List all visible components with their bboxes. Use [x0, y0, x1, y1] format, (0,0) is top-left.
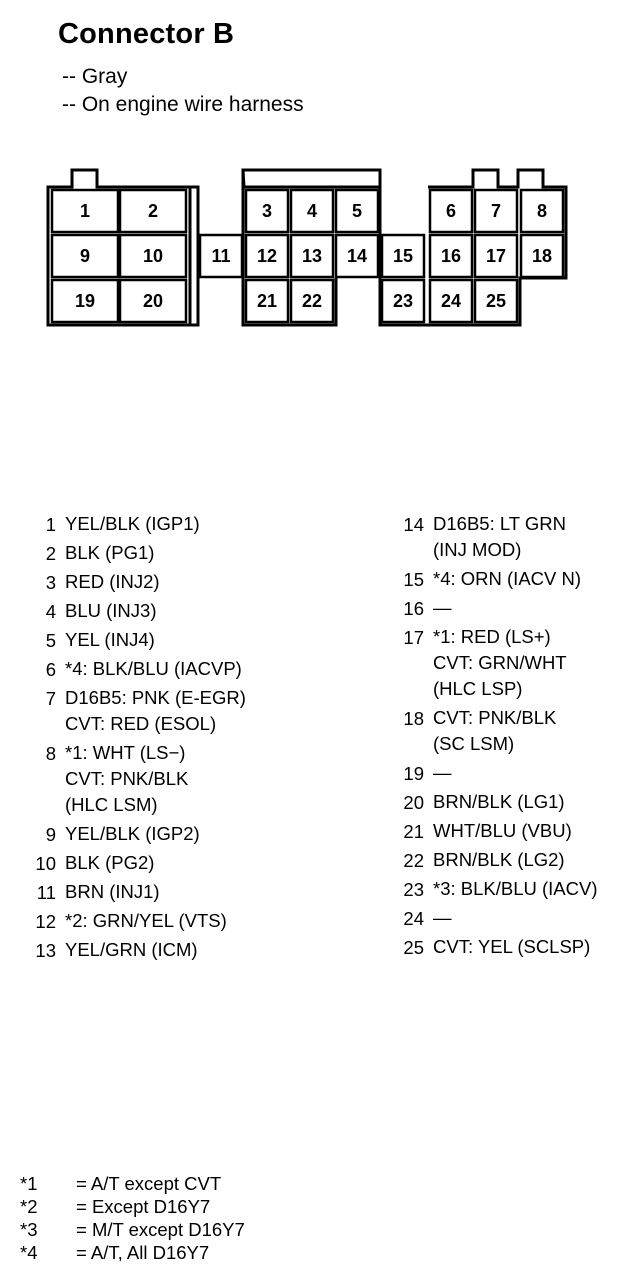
footnote-text: = Except D16Y7 [76, 1196, 211, 1217]
pin-description-line: *4: BLK/BLU (IACVP) [65, 658, 242, 679]
footnote [20, 1218, 245, 1241]
footnote [20, 1195, 245, 1218]
pin-label-23: 23 [392, 291, 414, 311]
pin-description-line: YEL/BLK (IGP2) [65, 823, 200, 844]
pin-description-line: BLU (INJ3) [65, 600, 157, 621]
connector-center-housing [243, 170, 380, 187]
pin-description-line: — [433, 907, 452, 928]
pin-label-8: 8 [536, 201, 548, 221]
footnote-key: *4 [20, 1242, 38, 1263]
pin-number: 18 [403, 708, 424, 729]
pin-description-line: CVT: PNK/BLK [65, 768, 189, 789]
pin-description [65, 907, 227, 936]
pin-entry-24 [386, 904, 598, 933]
pin-description [65, 684, 246, 739]
pin-description [433, 704, 556, 759]
pin-number: 12 [35, 911, 56, 932]
footnote-text: = M/T except D16Y7 [76, 1219, 245, 1240]
pin-label-18: 18 [531, 246, 553, 266]
pin-description-line: (SC LSM) [433, 733, 515, 754]
pin-description [65, 878, 160, 907]
footnote [20, 1241, 245, 1264]
connector-diagram [0, 0, 640, 340]
pin-entry-8 [18, 739, 246, 820]
footnote-text: = A/T, All D16Y7 [76, 1242, 210, 1263]
pin-description-line: CVT: GRN/WHT [433, 652, 567, 673]
pin-number: 19 [403, 763, 424, 784]
pin-number: 10 [35, 853, 56, 874]
pin-number: 1 [45, 514, 56, 535]
pin-number: 16 [403, 598, 424, 619]
pin-label-7: 7 [490, 201, 502, 221]
pin-label-10: 10 [142, 246, 164, 266]
pin-description-line: YEL/GRN (ICM) [65, 939, 198, 960]
pin-description [65, 739, 188, 820]
pin-description [65, 655, 242, 684]
pin-description-line: YEL (INJ4) [65, 629, 155, 650]
pin-description-line: BRN/BLK (LG2) [433, 849, 565, 870]
pin-number: 6 [45, 659, 56, 680]
pin-description-line: *2: GRN/YEL (VTS) [65, 910, 227, 931]
pin-entry-25 [386, 933, 598, 962]
pin-number: 23 [403, 879, 424, 900]
pin-list-left [18, 510, 246, 965]
pin-label-3: 3 [261, 201, 273, 221]
pin-description-line: CVT: YEL (SCLSP) [433, 936, 591, 957]
pin-description-line: BLK (PG1) [65, 542, 155, 563]
pin-list-right [386, 510, 598, 962]
pin-description [433, 759, 452, 788]
pin-description [433, 846, 565, 875]
pin-description [433, 817, 572, 846]
pin-description [65, 568, 160, 597]
pin-description-line: (HLC LSM) [65, 794, 158, 815]
pin-description-line: BRN/BLK (LG1) [433, 791, 565, 812]
pin-entry-7 [18, 684, 246, 739]
pin-description [65, 539, 154, 568]
pin-label-11: 11 [211, 246, 231, 266]
pin-label-6: 6 [445, 201, 457, 221]
pin-label-12: 12 [256, 246, 278, 266]
pin-number: 25 [403, 937, 424, 958]
pin-entry-9 [18, 820, 246, 849]
pin-number: 7 [45, 688, 56, 709]
connector-left-housing [48, 170, 198, 325]
pin-entry-1 [18, 510, 246, 539]
footnote-key: *3 [20, 1219, 38, 1240]
pin-description-line: *1: WHT (LS−) [65, 742, 186, 763]
pin-description-line: *3: BLK/BLU (IACV) [433, 878, 598, 899]
pin-label-1: 1 [79, 201, 91, 221]
pin-description [433, 904, 452, 933]
pin-description [433, 623, 567, 704]
pin-entry-13 [18, 936, 246, 965]
pin-description-line: D16B5: PNK (E-EGR) [65, 687, 246, 708]
pin-number: 20 [403, 792, 424, 813]
pin-description-line: — [433, 762, 452, 783]
pin-number: 24 [403, 908, 424, 929]
pin-description [65, 597, 157, 626]
pin-number: 5 [45, 630, 56, 651]
pin-entry-6 [18, 655, 246, 684]
pin-label-5: 5 [351, 201, 363, 221]
footnote [20, 1172, 245, 1195]
pin-description [433, 594, 452, 623]
pin-entry-17 [386, 623, 598, 704]
pin-number: 4 [45, 601, 56, 622]
pin-entry-21 [386, 817, 598, 846]
pin-number: 15 [403, 569, 424, 590]
footnote-key: *1 [20, 1173, 38, 1194]
pin-description [65, 820, 200, 849]
pin-entry-11 [18, 878, 246, 907]
pin-entry-2 [18, 539, 246, 568]
pin-description [433, 875, 598, 904]
pin-label-21: 21 [256, 291, 278, 311]
pin-description [65, 510, 200, 539]
pin-number: 22 [403, 850, 424, 871]
footnote-text: = A/T except CVT [76, 1173, 222, 1194]
pin-description [433, 565, 581, 594]
pin-number: 17 [403, 627, 424, 648]
pin-number: 11 [36, 882, 56, 903]
pin-number: 21 [403, 821, 424, 842]
pin-label-24: 24 [440, 291, 462, 311]
footnote-key: *2 [20, 1196, 38, 1217]
pin-label-14: 14 [346, 246, 368, 266]
pin-description-line: D16B5: LT GRN [433, 513, 566, 534]
pin-label-16: 16 [440, 246, 462, 266]
subtitle-color: -- Gray [62, 65, 128, 88]
pin-number: 14 [403, 514, 424, 535]
pin-description [433, 788, 565, 817]
pin-entry-19 [386, 759, 598, 788]
pin-description-line: RED (INJ2) [65, 571, 160, 592]
pin-description-line: CVT: PNK/BLK [433, 707, 557, 728]
pin-description-line: BRN (INJ1) [65, 881, 160, 902]
pin-label-25: 25 [485, 291, 507, 311]
pin-entry-15 [386, 565, 598, 594]
pin-description-line: *1: RED (LS+) [433, 626, 551, 647]
pin-label-4: 4 [306, 201, 318, 221]
pin-entry-20 [386, 788, 598, 817]
pin-description [65, 849, 154, 878]
pin-description-line: BLK (PG2) [65, 852, 155, 873]
pin-description-line: CVT: RED (ESOL) [65, 713, 217, 734]
pin-label-19: 19 [74, 291, 96, 311]
pin-entry-10 [18, 849, 246, 878]
subtitle-location: -- On engine wire harness [62, 93, 304, 116]
pin-entry-4 [18, 597, 246, 626]
pin-description [433, 933, 590, 962]
pin-description-line: (INJ MOD) [433, 539, 522, 560]
pin-description-line: YEL/BLK (IGP1) [65, 513, 200, 534]
pin-description [433, 510, 566, 565]
pin-number: 8 [45, 743, 56, 764]
pin-entry-23 [386, 875, 598, 904]
pin-entry-14 [386, 510, 598, 565]
pin-entry-16 [386, 594, 598, 623]
pin-number: 13 [35, 940, 56, 961]
pin-number: 2 [45, 543, 56, 564]
pin-label-22: 22 [301, 291, 323, 311]
pin-description [65, 936, 198, 965]
pin-entry-22 [386, 846, 598, 875]
footnotes [20, 1172, 245, 1264]
page-title: Connector B [58, 18, 235, 50]
pin-number: 9 [45, 824, 56, 845]
pin-description-line: (HLC LSP) [433, 678, 523, 699]
pin-number: 3 [45, 572, 56, 593]
pin-description [65, 626, 155, 655]
pin-entry-18 [386, 704, 598, 759]
pin-description-line: — [433, 597, 452, 618]
pin-label-15: 15 [392, 246, 414, 266]
pin-entry-3 [18, 568, 246, 597]
pin-label-9: 9 [79, 246, 91, 266]
pin-label-20: 20 [142, 291, 164, 311]
pin-entry-5 [18, 626, 246, 655]
pin-description-line: *4: ORN (IACV N) [433, 568, 582, 589]
pin-label-17: 17 [485, 246, 507, 266]
pin-entry-12 [18, 907, 246, 936]
pin-label-13: 13 [301, 246, 323, 266]
pin-label-2: 2 [147, 201, 159, 221]
pin-description-line: WHT/BLU (VBU) [433, 820, 572, 841]
